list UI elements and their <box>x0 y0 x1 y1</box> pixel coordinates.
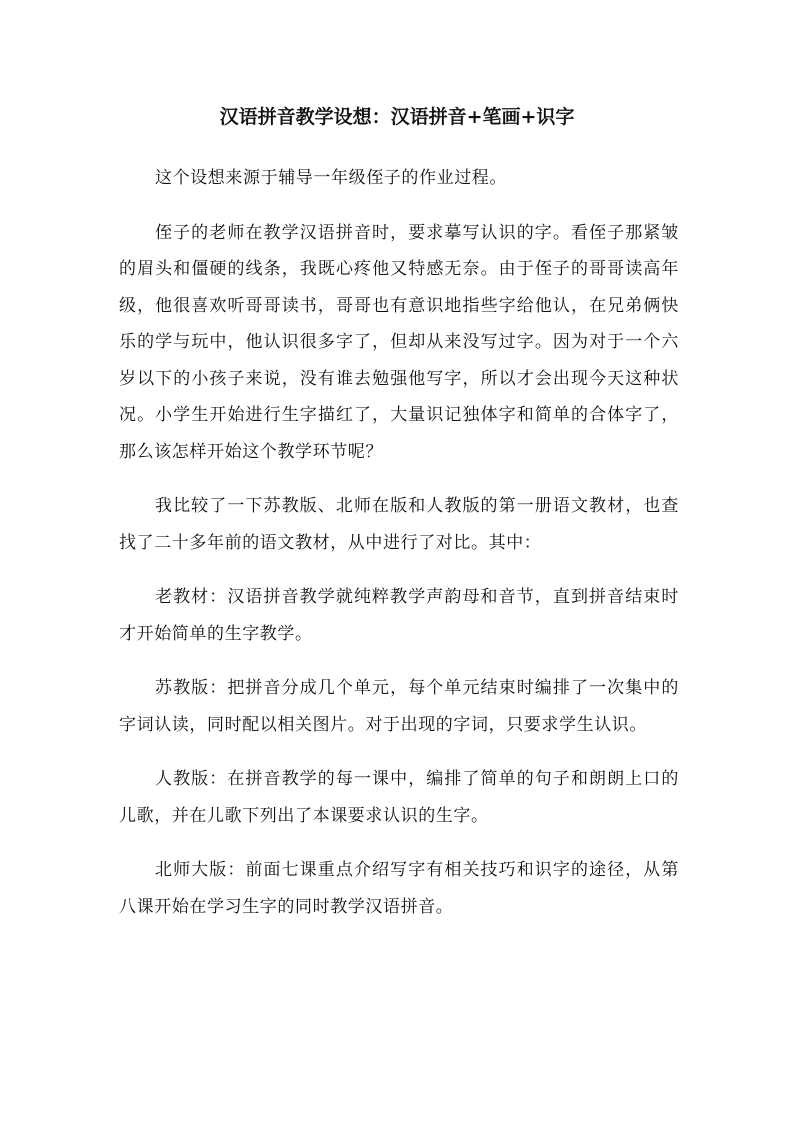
paragraph-intro: 这个设想来源于辅导一年级侄子的作业过程。 <box>155 168 507 188</box>
document-title: 汉语拼音教学设想：汉语拼音+笔画+识字 <box>219 106 575 128</box>
document-body <box>119 160 679 943</box>
paragraph-sujiao-edition: 苏教版：把拼音分成几个单元，每个单元结束时编排了一次集中的字词认读，同时配以相关图片。对于出现的字词，只要求学生认识。 <box>119 678 679 735</box>
paragraph-old-textbook: 老教材：汉语拼音教学就纯粹教学声韵母和音节，直到拼音结束时才开始简单的生字教学。 <box>119 587 679 644</box>
paragraph-beishida-edition: 北师大版：前面七课重点介绍写字有相关技巧和识字的途径，从第八课开始在学习生字的同时教学汉语拼音。 <box>119 860 679 917</box>
paragraph-renjiao-edition: 人教版：在拼音教学的每一课中，编排了简单的句子和朗朗上口的儿歌，并在儿歌下列出了本课要求认识的生字。 <box>119 769 679 826</box>
paragraph-background: 侄子的老师在教学汉语拼音时，要求摹写认识的字。看侄子那紧皱的眉头和僵硬的线条，我既心疼他又特感无奈。由于侄子的哥哥读高年级，他很喜欢听哥哥读书，哥哥也有意识地指些字给他认，在兄弟俩快乐的学与玩中，他认识很多字了，但却从来没写过字。因为对于一个六岁以下的小孩子来说，没有谁去勉强他写字，所以才会出现今天这种状况。小学生开始进行生字描红了，大量识记独体字和简单的合体字了，那么该怎样开始这个教学环节呢？ <box>119 222 679 462</box>
paragraph-comparison: 我比较了一下苏教版、北师在版和人教版的第一册语文教材，也查找了二十多年前的语文教材，从中进行了对比。其中： <box>119 496 679 553</box>
